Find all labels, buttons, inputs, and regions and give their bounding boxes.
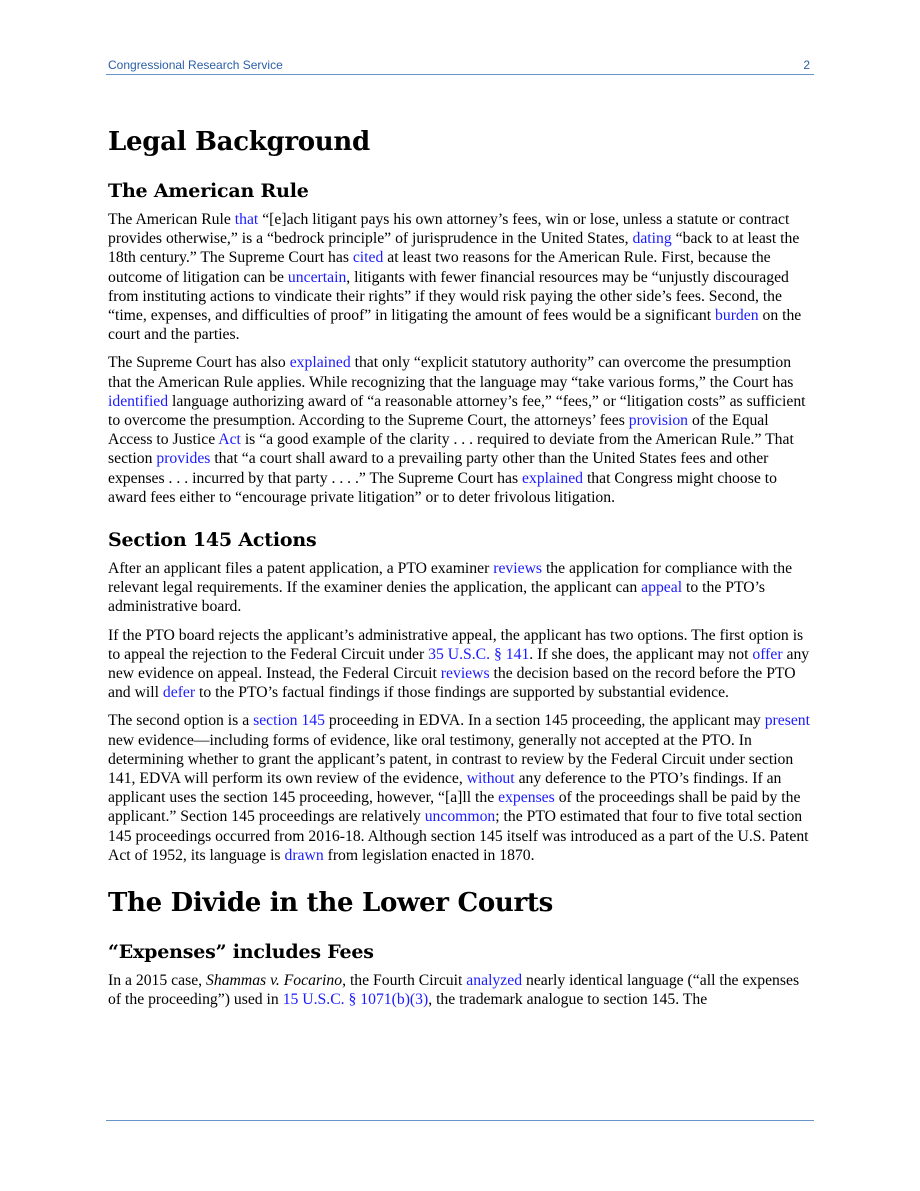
link-appeal[interactable]: appeal: [641, 579, 683, 597]
link-present[interactable]: present: [764, 712, 810, 730]
link-identified[interactable]: identified: [108, 392, 169, 410]
heading-american-rule: The American Rule: [108, 180, 309, 202]
heading-expenses-includes-fees: “Expenses” includes Fees: [108, 941, 374, 964]
link-uncertain[interactable]: uncertain: [287, 268, 347, 286]
link-burden[interactable]: burden: [715, 307, 759, 325]
running-header: [108, 58, 814, 74]
case-name: Shammas v. Focarino: [206, 972, 343, 990]
link-defer[interactable]: defer: [162, 684, 196, 702]
paragraph-first-option: If the PTO board rejects the applicant’s administrative appeal, the applicant has two options. The first option is to appeal the rejection to the Federal Circuit under 35 U.S.C. § 141. If she does, the applicant may not offer any new evidence on appeal. Instead, the Federal Circuit reviews the decision based on the record before the PTO and will defer to the PTO’s factual findings if those findings are supported by substantial evidence.: [108, 626, 810, 702]
heading-legal-background: Legal Background: [108, 127, 370, 157]
footer-rule: [106, 1120, 814, 1121]
link-dating[interactable]: dating: [632, 230, 672, 248]
header-publisher: Congressional Research Service: [108, 58, 283, 72]
link-15-usc-1071[interactable]: 15 U.S.C. § 1071(b)(3): [282, 991, 429, 1009]
link-reviews-2[interactable]: reviews: [440, 665, 490, 683]
link-provides[interactable]: provides: [156, 450, 211, 468]
link-cited[interactable]: cited: [352, 249, 384, 267]
link-act[interactable]: Act: [218, 431, 241, 449]
paragraph-second-option: The second option is a section 145 proceeding in EDVA. In a section 145 proceeding, the applicant may present new evidence—including forms of evidence, like oral testimony, generally not accepted at the PTO. In determining whether to grant the applicant’s patent, in contrast to review by the Federal Circuit under section 141, EDVA will perform its own review of the evidence, without any deference to the PTO’s findings. If an applicant uses the section 145 proceeding, however, “[a]ll the expenses of the proceedings shall be paid by the applicant.” Section 145 proceedings are relatively uncommon; the PTO estimated that four to five total section 145 proceedings occurred from 2016-18. Although section 145 itself was introduced as a part of the U.S. Patent Act of 1952, its language is drawn from legislation enacted in 1870.: [108, 712, 810, 864]
link-provision[interactable]: provision: [628, 412, 689, 430]
link-explained[interactable]: explained: [289, 354, 351, 372]
heading-section-145-actions: Section 145 Actions: [108, 529, 317, 552]
paragraph-american-rule: The American Rule that “[e]ach litigant pays his own attorney’s fees, win or lose, unless a statute or contract provides otherwise,” is a “bedrock principle” of jurisprudence in the United States, dating “back to at least the 18th century.” The Supreme Court has cited at least two reasons for the American Rule. First, because the outcome of litigation can be uncertain, litigants with fewer financial resources may be “unjustly discouraged from instituting actions to vindicate their rights” if they would risk paying the other side’s fees. Second, the “time, expenses, and difficulties of proof” in litigating the amount of fees would be a significant burden on the court and the parties.: [108, 211, 802, 344]
paragraph-statutory-authority: The Supreme Court has also explained that only “explicit statutory authority” can overcome the presumption that the American Rule applies. While recognizing that the language may “take various forms,” the Court has identified language authorizing award of “a reasonable attorney’s fee,” “fees,” or “litigation costs” as sufficient to overcome the presumption. According to the Supreme Court, the attorneys’ fees provision of the Equal Access to Justice Act is “a good example of the clarity . . . required to deviate from the American Rule.” That section provides that “a court shall award to a prevailing party other than the United States fees and other expenses . . . incurred by that party . . . .” The Supreme Court has explained that Congress might choose to award fees either to “encourage private litigation” or to deter frivolous litigation.: [108, 354, 806, 506]
link-reviews[interactable]: reviews: [493, 560, 543, 578]
link-drawn[interactable]: drawn: [284, 846, 324, 864]
link-section-145[interactable]: section 145: [253, 712, 325, 730]
link-35-usc-141[interactable]: 35 U.S.C. § 141: [428, 645, 530, 663]
link-explained-2[interactable]: explained: [522, 469, 584, 487]
paragraph-shammas: In a 2015 case, Shammas v. Focarino, the Fourth Circuit analyzed nearly identical language (“all the expenses of the proceeding”) used in 15 U.S.C. § 1071(b)(3), the trademark analogue to section 145. The: [108, 972, 800, 1009]
paragraph-patent-application: After an applicant files a patent application, a PTO examiner reviews the application for compliance with the relevant legal requirements. If the examiner denies the application, the applicant can appeal to the PTO’s administrative board.: [108, 560, 793, 616]
link-offer[interactable]: offer: [752, 645, 783, 663]
link-uncommon[interactable]: uncommon: [424, 808, 496, 826]
link-analyzed[interactable]: analyzed: [466, 972, 523, 990]
link-expenses[interactable]: expenses: [498, 789, 555, 807]
document-body: [108, 122, 814, 1010]
link-that[interactable]: that: [234, 211, 259, 228]
page-number: 2: [803, 58, 810, 72]
heading-divide-lower-courts: The Divide in the Lower Courts: [108, 888, 553, 919]
header-rule: [106, 74, 814, 75]
link-without[interactable]: without: [466, 770, 515, 788]
